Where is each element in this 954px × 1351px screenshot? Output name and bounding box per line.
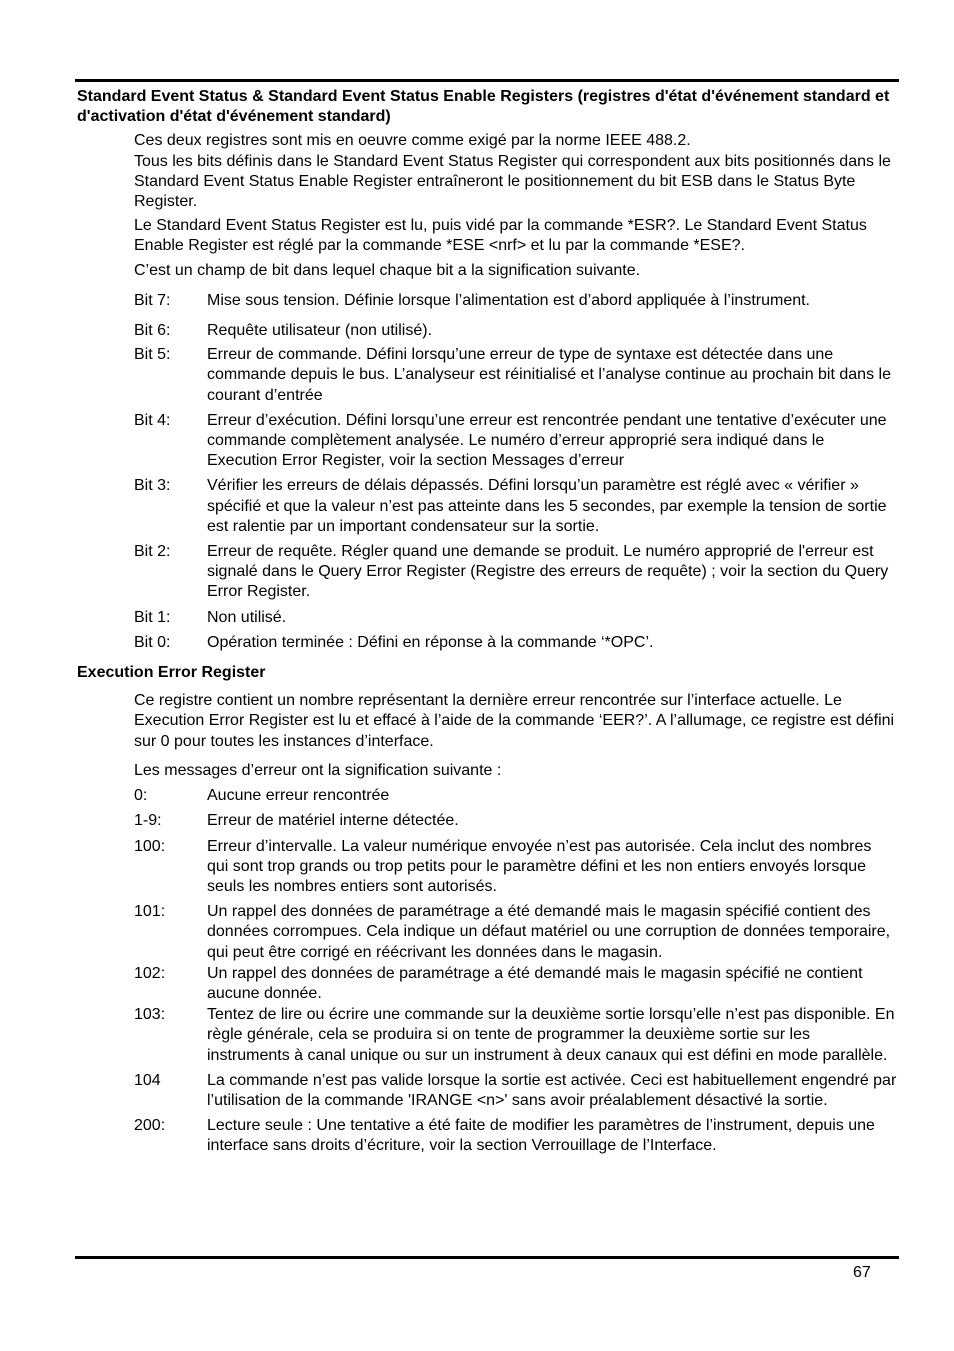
intro-line-2: Tous les bits définis dans le Standard Event Status Register qui correspondent aux bits positionnés dans le Standard Event Status Enable Register entraîneront le positionnement du bit ESB dans le Status Byte Register. — [134, 152, 891, 211]
bit-description: Non utilisé. — [207, 608, 287, 626]
eer-paragraph: Ce registre contient un nombre représentant la dernière erreur rencontrée sur l’interface actuelle. Le Execution Error Register est lu et effacé à l’aide de la commande ‘EER?’. A l’allumage, ce registre est défini sur 0 pour toutes les instances d’interface. — [134, 692, 895, 750]
error-code: 102: — [134, 964, 166, 982]
error-item — [134, 964, 897, 1004]
error-item — [134, 1071, 897, 1111]
bit-item — [134, 608, 897, 628]
bit-item — [134, 291, 897, 311]
error-code: 0: — [134, 787, 148, 805]
error-code: 200: — [134, 1117, 166, 1135]
bit-list — [134, 291, 897, 653]
bit-item — [134, 321, 897, 341]
bit-description: Vérifier les erreurs de délais dépassés. Défini lorsqu’un paramètre est réglé avec « vérifier » spécifié et que la valeur n’est pas atteinte dans les 5 secondes, par exemple la tension de sortie est ralentie par un important condensateur sur la sortie. — [207, 477, 887, 535]
error-description: Aucune erreur rencontrée — [207, 787, 390, 805]
error-messages-intro: Les messages d’erreur ont la signification suivante : — [134, 761, 502, 779]
error-description: Un rappel des données de paramétrage a été demandé mais le magasin spécifié ne contient aucune donnée. — [207, 964, 863, 1002]
bit-label: Bit 5: — [134, 346, 171, 364]
error-item — [134, 786, 897, 806]
intro-paragraph — [134, 131, 897, 212]
bit-description: Requête utilisateur (non utilisé). — [207, 322, 433, 340]
bit-description: Opération terminée : Défini en réponse à la commande ‘*OPC’. — [207, 633, 654, 651]
error-code: 104 — [134, 1071, 161, 1089]
error-item — [134, 902, 897, 963]
page-content — [77, 87, 897, 1157]
page-number: 67 — [853, 1264, 871, 1281]
bit-label: Bit 6: — [134, 322, 171, 340]
section-title-standard-event-status: Standard Event Status & Standard Event Status Enable Registers (registres d'état d'événement standard et d'activation d'état d'événement standard) — [77, 88, 890, 126]
esr-paragraph: Le Standard Event Status Register est lu, puis vidé par la commande *ESR?. Le Standard Event Status Enable Register est réglé par la commande *ESE <nrf> et lu par la commande *ESE?. — [134, 217, 867, 255]
error-description: La commande n’est pas valide lorsque la sortie est activée. Ceci est habituellement engendré par l’utilisation de la commande 'IRANGE <n>' sans avoir préalablement désactivé la sortie. — [207, 1071, 897, 1109]
error-description: Erreur de matériel interne détectée. — [207, 812, 459, 830]
bit-label: Bit 0: — [134, 633, 171, 651]
section-title-execution-error-register: Execution Error Register — [77, 664, 266, 682]
error-item — [134, 1116, 897, 1156]
bit-item — [134, 411, 897, 472]
bit-label: Bit 3: — [134, 477, 171, 495]
bottom-rule — [75, 1256, 899, 1259]
error-description: Lecture seule : Une tentative a été faite de modifier les paramètres de l’instrument, depuis une interface sans droits d’écriture, voir la section Verrouillage de l’Interface. — [207, 1117, 875, 1155]
error-description: Un rappel des données de paramétrage a été demandé mais le magasin spécifié contient des données corrompues. Cela indique un défaut matériel ou une corruption de données temporaire, qui peut être corrigé en réécrivant les données dans le magasin. — [207, 903, 891, 961]
bit-description: Erreur de commande. Défini lorsqu’une erreur de type de syntaxe est détectée dans une commande depuis le bus. L’analyseur est réinitialisé et l’analyse continue au prochain bit dans le courant d’entrée — [207, 346, 891, 404]
error-list — [134, 786, 897, 1156]
bit-item — [134, 633, 897, 653]
error-code: 103: — [134, 1006, 166, 1024]
error-item — [134, 811, 897, 831]
error-description: Tentez de lire ou écrire une commande sur la deuxième sortie lorsqu’elle n’est pas disponible. En règle générale, cela se produira si on tente de programmer la deuxième sortie sur les instruments à canal unique ou sur un instrument à deux canaux qui est défini en mode parallèle. — [207, 1006, 895, 1064]
bit-label: Bit 7: — [134, 291, 171, 309]
bit-item — [134, 345, 897, 406]
bit-label: Bit 2: — [134, 543, 171, 561]
bit-label: Bit 4: — [134, 411, 171, 429]
intro-line-1: Ces deux registres sont mis en oeuvre comme exigé par la norme IEEE 488.2. — [134, 132, 691, 150]
error-description: Erreur d’intervalle. La valeur numérique envoyée n’est pas autorisée. Cela inclut des nombres qui sont trop grands ou trop petits pour le paramètre défini et les non entiers envoyés lorsque seuls les nombres entiers sont autorisés. — [207, 837, 872, 895]
top-rule — [75, 79, 899, 82]
error-code: 1-9: — [134, 812, 162, 830]
bit-description: Erreur de requête. Régler quand une demande se produit. Le numéro approprié de l'erreur est signalé dans le Query Error Register (Registre des erreurs de requête) ; voir la section du Query Error Register. — [207, 543, 889, 601]
bit-label: Bit 1: — [134, 608, 171, 626]
bit-item — [134, 476, 897, 537]
error-item — [134, 1005, 897, 1066]
error-code: 101: — [134, 903, 166, 921]
bit-description: Mise sous tension. Définie lorsque l’alimentation est d’abord appliquée à l’instrument. — [207, 291, 810, 309]
error-item — [134, 837, 897, 898]
bitfield-paragraph: C’est un champ de bit dans lequel chaque bit a la signification suivante. — [134, 261, 641, 279]
error-code: 100: — [134, 837, 166, 855]
bit-item — [134, 542, 897, 603]
bit-description: Erreur d’exécution. Défini lorsqu’une erreur est rencontrée pendant une tentative d’exécuter une commande complètement analysée. Le numéro d’erreur approprié sera indiqué dans le Execution Error Register, voir la section Messages d’erreur — [207, 411, 887, 470]
